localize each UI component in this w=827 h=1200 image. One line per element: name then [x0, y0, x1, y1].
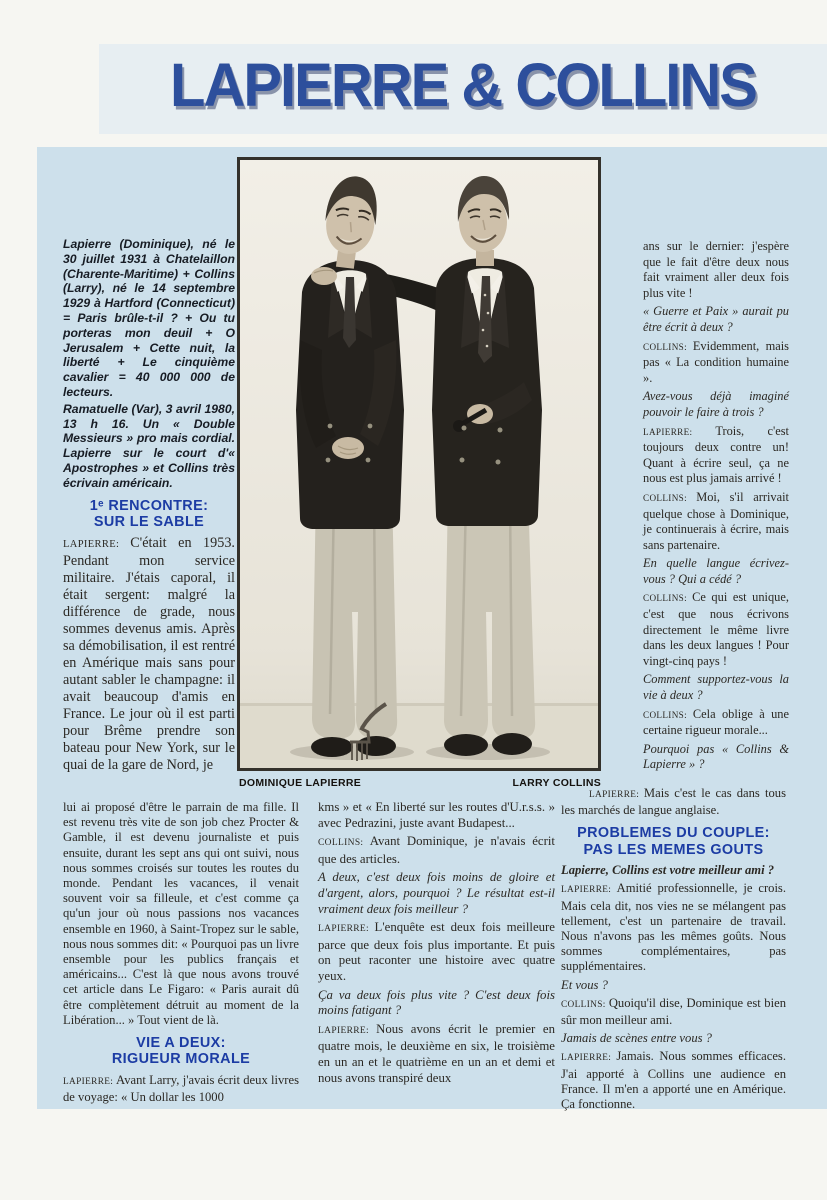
section-heading: 1ᵉ RENCONTRE: SUR LE SABLE [89, 497, 209, 530]
interview-question: A deux, c'est deux fois moins de gloire et d'argent, alors, pourquoi ? Le résultat est-il vraiment deux fois meilleur ? [318, 870, 555, 916]
photo-illustration [240, 160, 598, 768]
paragraph: LAPIERRE: Avant Larry, j'avais écrit deux livres de voyage: « Un dollar les 1000 [63, 1072, 299, 1105]
section-heading: PROBLEMES DU COUPLE: PAS LES MEMES GOUTS [577, 825, 770, 858]
paragraph: LAPIERRE: Amitié professionnelle, je crois. Mais cela dit, nos vies ne se mélangent pas tellement, c'est un partenaire de travail. Nous n'avons pas les mêmes goûts. Nous sommes complémentaires, pas supplémentaires. [561, 881, 786, 974]
interview-question: Et vous ? [561, 977, 608, 992]
speaker-label: COLLINS: [643, 709, 693, 720]
interview-question: Ça va deux fois plus vite ? C'est deux fois moins fatigant ? [318, 987, 555, 1018]
photo-caption-row [239, 777, 601, 789]
title-band [99, 44, 827, 134]
speaker-label: COLLINS: [318, 838, 370, 849]
photo-wall [240, 160, 598, 768]
speaker-label: LAPIERRE: [561, 1053, 617, 1064]
floor-line [240, 703, 598, 706]
hand-on-shoulder [311, 267, 337, 285]
paragraph: ans sur le dernier: j'espère que le fait d'être deux nous fait vraiment aller deux fois plus vite ! [643, 239, 789, 300]
interview-question: Jamais de scènes entre vous ? [561, 1031, 712, 1046]
paragraph: lui ai proposé d'être le parrain de ma fille. Il est revenu très vite de son job chez Procter & Gamble, il est devenu journaliste et puis ensuite, durant les sept ans qui ont suivi, nous nous sommes croisés sur toutes les routes du monde. Pendant les vacances, il venait souvent voir sa filleule, et c'est comme ça qu'un jour où nous passions nos vacances ensemble en 1960, à Saint-Tropez sur le sable, nous nous sommes dit: « Pourquoi pas un livre ensemble pour les publics français et américains... C'est là que nous avons trouvé cet article dans Le Figaro: « Paris aurait dû être complètement détruit au moment de la Libération... » Tout vient de là. [63, 800, 299, 1027]
interview-question: En quelle langue écrivez-vous ? Qui a cédé ? [643, 556, 789, 586]
speaker-label: LAPIERRE: [63, 539, 131, 551]
column-middle-bottom [318, 800, 555, 1089]
page-title: LAPIERRE & COLLINS [170, 51, 756, 120]
paragraph: COLLINS: Cela oblige à une certaine rigueur morale... [643, 706, 789, 738]
paragraph: LAPIERRE: C'était en 1953. Pendant mon service militaire. J'étais caporal, il était sergent: malgré la différence de grade, nous sommes devenus amis. Après sa démobilisation, il est rentré en Amérique mais sans pour autant sabler le champagne: il avait beaucoup d'amis en France. Le jour où il est parti pour Brême prendre son bateau pour New York, sur le quai de la gare de Nord, je [63, 535, 235, 774]
paragraph: COLLINS: Quoiqu'il dise, Dominique est bien sûr mon meilleur ami. [561, 995, 786, 1028]
interview-question: Avez-vous déjà imaginé pouvoir le faire à trois ? [643, 389, 789, 419]
photo-caption-right: LARRY COLLINS [512, 777, 601, 789]
photo-caption-left: DOMINIQUE LAPIERRE [239, 777, 362, 789]
paragraph: COLLINS: Evidemment, mais pas « La condition humaine ». [643, 338, 789, 385]
paragraph: LAPIERRE: Trois, c'est toujours deux contre un! Quant à écrire seul, ça ne nous est plus jamais arrivé ! [643, 423, 789, 486]
speaker-label: LAPIERRE: [318, 924, 375, 935]
interview-question: Lapierre, Collins est votre meilleur ami ? [561, 863, 775, 878]
speaker-label: LAPIERRE: [561, 885, 617, 896]
interview-question: « Guerre et Paix » aurait pu être écrit à deux ? [643, 304, 789, 334]
section-heading: VIE A DEUX: RIGUEUR MORALE [111, 1035, 251, 1068]
paragraph: COLLINS: Moi, s'il arrivait quelque chose à Dominique, je continuerais à écrire, mais sans partenaire. [643, 489, 789, 552]
paragraph: Ramatuelle (Var), 3 avril 1980, 13 h 16. Un « Double Messieurs » pro mais cordial. Lapierre sur le court d'« Apostrophes » et Collins très écrivain américain. [63, 401, 235, 490]
photo-frame [237, 157, 601, 771]
speaker-label: LAPIERRE: [318, 1025, 377, 1036]
speaker-label: COLLINS: [643, 492, 697, 503]
speaker-label: LAPIERRE: [63, 1076, 117, 1087]
photo-floor [240, 706, 598, 768]
column-left-top [63, 237, 235, 777]
paragraph: LAPIERRE: L'enquête est deux fois meilleure parce que deux fois plus importante. Et puis on peut raconter une histoire avec quatre yeux. [318, 920, 555, 983]
paragraph: COLLINS: Avant Dominique, je n'avais écrit que des articles. [318, 834, 555, 866]
interview-question: Pourquoi pas « Collins & Lapierre » ? [643, 741, 789, 772]
paragraph: LAPIERRE: Nous avons écrit le premier en quatre mois, le deuxième en six, le troisième en un an et le quatrième en un an et demi et nous avons transpiré deux [318, 1021, 555, 1085]
column-left-bottom [63, 800, 299, 1108]
column-right-top [643, 239, 789, 776]
speaker-label: COLLINS: [643, 341, 693, 352]
column-right-bottom [561, 786, 786, 1115]
interview-question: Comment supportez-vous la vie à deux ? [643, 672, 789, 703]
speaker-label: COLLINS: [643, 593, 693, 604]
paragraph: kms » et « En liberté sur les routes d'U.r.s.s. » avec Pedrazini, juste avant Budapest... [318, 800, 555, 830]
speaker-label: LAPIERRE: [643, 426, 716, 437]
paragraph: LAPIERRE: Jamais. Nous sommes efficaces. J'ai apporté à Collins une audience en France. Il m'en a apporté une en Amérique. Ça fonctionne. [561, 1049, 786, 1112]
speaker-label: LAPIERRE: [589, 790, 644, 800]
paragraph: COLLINS: Ce qui est unique, c'est que nous écrivons directement le même livre dans les deux langues ! Pour vingt-cinq pays ! [643, 590, 789, 668]
paragraph: LAPIERRE: Mais c'est le cas dans tous les marchés de langue anglaise. [561, 786, 786, 818]
paragraph: Lapierre (Dominique), né le 30 juillet 1931 à Chatelaillon (Charente-Maritime) + Collins (Larry), né le 14 septembre 1929 à Hartford (Connecticut) = Paris brûle-t-il ? + Ou tu porteras mon deuil + O Jerusalem + Cette nuit, la liberté + Le cinquième cavalier = 40 000 000 de lecteurs. [63, 237, 235, 399]
speaker-label: COLLINS: [561, 999, 609, 1010]
